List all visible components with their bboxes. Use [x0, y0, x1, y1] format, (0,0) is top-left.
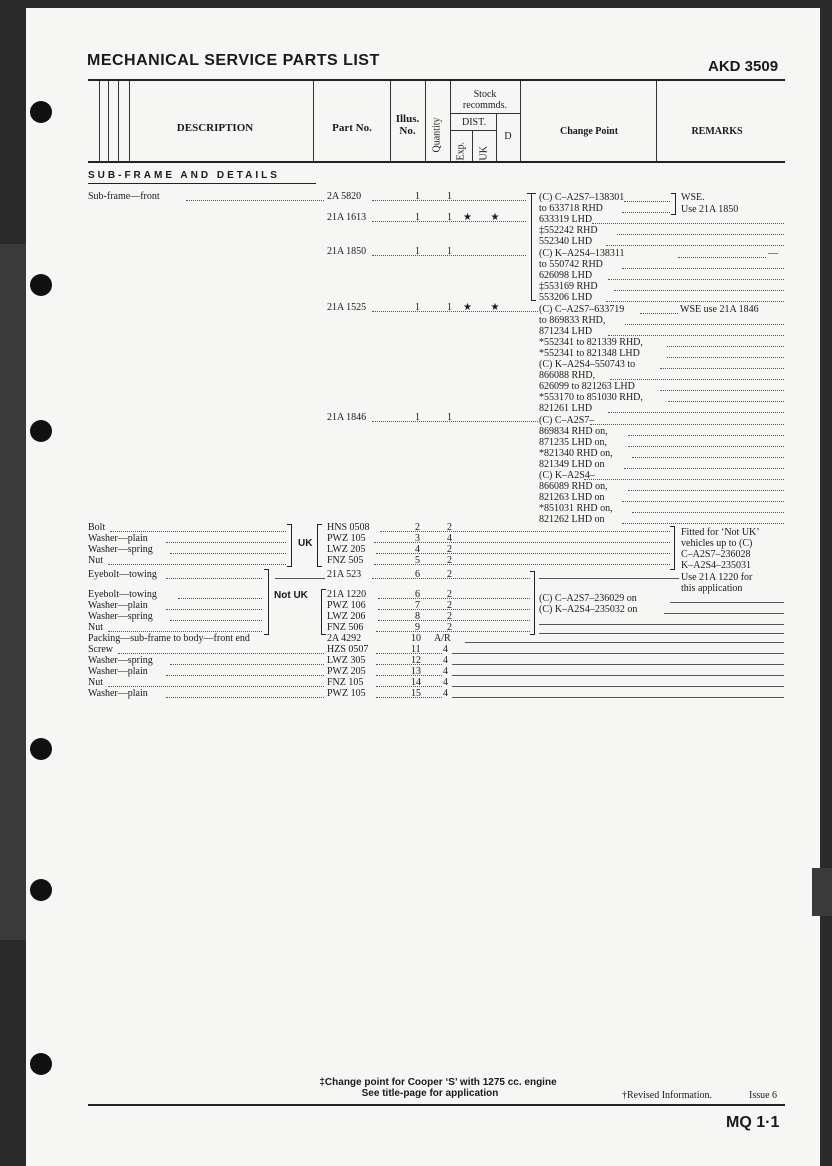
- header-top-rule: [88, 79, 785, 81]
- row-part: 21A 1525: [327, 302, 367, 313]
- bracket: [531, 193, 536, 301]
- change-line: 626099 to 821263 LHD: [539, 381, 635, 392]
- leader: [622, 523, 784, 524]
- leader: [166, 542, 286, 543]
- row-part: FNZ 506: [327, 622, 364, 633]
- row-part: HNS 0508: [327, 522, 370, 533]
- row-qty: A/R: [434, 633, 451, 644]
- row-illus: 2: [415, 522, 420, 533]
- col-recommds: recommds.: [462, 100, 508, 111]
- page-number: MQ 1·1: [726, 1114, 780, 1131]
- change-line: 821262 LHD on: [539, 514, 605, 525]
- row-illus: 9: [415, 622, 420, 633]
- row-desc: Washer—spring: [88, 655, 153, 666]
- row-illus: 1: [415, 246, 420, 257]
- change-line: 866089 RHD on,: [539, 481, 608, 492]
- leader: [622, 268, 784, 269]
- row-desc: Screw: [88, 644, 113, 655]
- leader: [170, 553, 286, 554]
- leader: [590, 424, 784, 425]
- row-illus: 12: [411, 655, 421, 666]
- change-line: 821349 LHD on: [539, 459, 605, 470]
- row-part: PWZ 105: [327, 533, 366, 544]
- row-desc: Washer—plain: [88, 688, 148, 699]
- row-desc: Washer—plain: [88, 533, 148, 544]
- change-line: (C) K–A2S4–138311: [539, 248, 625, 259]
- scan-edge-left: [0, 244, 26, 940]
- leader: [592, 223, 784, 224]
- leader: [372, 311, 538, 312]
- col-dist: DIST.: [462, 117, 486, 128]
- leader: [632, 457, 784, 458]
- header-subrule: [450, 113, 520, 114]
- leader: [118, 653, 324, 654]
- footnote-title-page: See title-page for application: [361, 1088, 499, 1099]
- leader: [628, 446, 784, 447]
- leader: [374, 564, 670, 565]
- row-part: PWZ 205: [327, 666, 366, 677]
- change-line: 866088 RHD,: [539, 370, 596, 381]
- remark-line: Fitted for ‘Not UK’: [681, 527, 760, 538]
- leader: [625, 324, 784, 325]
- col-exp: Exp.: [455, 141, 467, 161]
- header-divider: [425, 81, 426, 161]
- row-illus: 4: [415, 544, 420, 555]
- row-qty: 1: [447, 246, 452, 257]
- change-line: (C) C–A2S7–633719: [539, 304, 625, 315]
- row-part: HZS 0507: [327, 644, 369, 655]
- row-illus: 10: [411, 633, 421, 644]
- header-divider: [118, 81, 119, 161]
- footer-rule: [88, 1104, 785, 1106]
- leader: [606, 245, 784, 246]
- change-line: 821261 LHD: [539, 403, 593, 414]
- row-illus: 6: [415, 589, 420, 600]
- rule-line: [539, 578, 679, 579]
- row-qty: 1: [447, 191, 452, 202]
- row-part: 21A 1613: [327, 212, 367, 223]
- row-desc: Packing—sub-frame to body—front end: [88, 633, 250, 644]
- col-illus: Illus.: [395, 113, 420, 125]
- row-part: 21A 1220: [327, 589, 367, 600]
- leader: [660, 368, 784, 369]
- leader: [628, 490, 784, 491]
- leader: [108, 564, 286, 565]
- row-part: 21A 1850: [327, 246, 367, 257]
- leader: [178, 598, 262, 599]
- row-part: 21A 1846: [327, 412, 367, 423]
- header-divider: [108, 81, 109, 161]
- leader: [628, 435, 784, 436]
- leader: [108, 631, 262, 632]
- row-illus: 1: [415, 212, 420, 223]
- change-line: to 633718 RHD: [539, 203, 603, 214]
- row-desc: Sub-frame—front: [88, 191, 160, 202]
- punch-hole: [30, 879, 52, 901]
- row-qty: 2: [447, 555, 452, 566]
- header-divider: [99, 81, 100, 161]
- row-desc: Bolt: [88, 522, 106, 533]
- row-desc: Washer—plain: [88, 600, 148, 611]
- punch-hole: [30, 420, 52, 442]
- leader: [378, 620, 530, 621]
- row-part: PWZ 106: [327, 600, 366, 611]
- row-qty: 4: [443, 688, 448, 699]
- header-divider: [129, 81, 130, 161]
- bracket: [671, 193, 676, 215]
- change-line: *553170 to 851030 RHD,: [539, 392, 643, 403]
- change-line: ‡553169 RHD: [539, 281, 598, 292]
- col-stock: Stock: [473, 89, 497, 100]
- leader: [610, 379, 784, 380]
- col-quantity: Quantity: [431, 117, 443, 153]
- rule-line: [664, 613, 784, 614]
- uk-label: UK: [298, 538, 313, 549]
- change-line: (C) C–A2S7–: [539, 415, 595, 426]
- change-line: 633319 LHD: [539, 214, 593, 225]
- punch-hole: [30, 1053, 52, 1075]
- rule-line: [452, 686, 784, 687]
- row-illus: 11: [411, 644, 421, 655]
- remark-line: Use 21A 1220 for: [681, 572, 753, 583]
- row-illus: 3: [415, 533, 420, 544]
- star-markers: ★ ★: [463, 212, 508, 223]
- row-illus: 13: [411, 666, 421, 677]
- change-line: 552340 LHD: [539, 236, 593, 247]
- row-desc: Washer—spring: [88, 544, 153, 555]
- col-change-point: Change Point: [559, 126, 619, 137]
- row-part: FNZ 105: [327, 677, 364, 688]
- change-line: (C) K–A2S4–235032 on: [539, 604, 638, 615]
- bracket: [264, 569, 269, 635]
- leader: [374, 542, 670, 543]
- remark-line: C–A2S7–236028: [681, 549, 751, 560]
- leader: [608, 412, 784, 413]
- header-divider: [313, 81, 314, 161]
- remark-line: WSE.: [681, 192, 705, 203]
- document-number: AKD 3509: [708, 58, 779, 75]
- leader: [614, 290, 784, 291]
- leader: [624, 201, 670, 202]
- leader: [632, 512, 784, 513]
- row-illus: 1: [415, 412, 420, 423]
- change-line: *821340 RHD on,: [539, 448, 613, 459]
- leader: [622, 501, 784, 502]
- row-part: LWZ 206: [327, 611, 366, 622]
- row-part: PWZ 105: [327, 688, 366, 699]
- bracket: [530, 571, 535, 635]
- row-qty: 2: [447, 569, 452, 580]
- row-illus: 1: [415, 191, 420, 202]
- row-illus: 1: [415, 302, 420, 313]
- remark-line: WSE use 21A 1846: [680, 304, 759, 315]
- rule-line: [452, 697, 784, 698]
- bracket-tick: [527, 193, 531, 194]
- row-part: FNZ 505: [327, 555, 364, 566]
- col-description: DESCRIPTION: [176, 122, 254, 134]
- leader: [606, 301, 784, 302]
- leader: [622, 212, 670, 213]
- leader: [170, 620, 262, 621]
- change-line: (C) K–A2S4–: [539, 470, 595, 481]
- leader: [378, 609, 530, 610]
- rule-line: [275, 578, 325, 579]
- row-qty: 2: [447, 544, 452, 555]
- rule-line: [539, 624, 784, 625]
- leader: [372, 255, 526, 256]
- leader: [376, 553, 670, 554]
- remark-line: vehicles up to (C): [681, 538, 753, 549]
- revised-info: †Revised Information.: [622, 1090, 712, 1101]
- leader: [166, 697, 324, 698]
- leader: [372, 221, 526, 222]
- leader: [640, 313, 678, 314]
- change-line: *851031 RHD on,: [539, 503, 613, 514]
- footnote-change-point: ‡Change point for Cooper ‘S’ with 1275 cc. engine: [319, 1077, 557, 1088]
- row-illus: 7: [415, 600, 420, 611]
- leader: [608, 279, 784, 280]
- header-divider: [496, 113, 497, 161]
- leader: [186, 200, 324, 201]
- not-uk-label: Not UK: [274, 590, 308, 601]
- rule-line: [452, 653, 784, 654]
- remark-line: Use 21A 1850: [681, 204, 739, 215]
- change-line: 871234 LHD: [539, 326, 593, 337]
- rule-line: [452, 675, 784, 676]
- row-desc: Eyebolt—towing: [88, 569, 157, 580]
- leader: [166, 578, 262, 579]
- row-qty: 4: [447, 533, 452, 544]
- leader: [584, 479, 784, 480]
- change-line: *552341 to 821339 RHD,: [539, 337, 643, 348]
- leader: [376, 675, 442, 676]
- leader: [668, 401, 784, 402]
- leader: [372, 200, 526, 201]
- bracket: [317, 524, 322, 567]
- bracket: [321, 589, 326, 635]
- col-d: D: [504, 131, 512, 142]
- leader: [667, 357, 784, 358]
- col-remarks: REMARKS: [691, 126, 743, 137]
- row-desc: Nut: [88, 555, 103, 566]
- rule-line: [539, 633, 784, 634]
- leader: [608, 335, 784, 336]
- bracket: [287, 524, 292, 567]
- leader: [624, 468, 784, 469]
- leader: [166, 675, 324, 676]
- row-part: 2A 5820: [327, 191, 362, 202]
- page-title: MECHANICAL SERVICE PARTS LIST: [87, 52, 380, 69]
- rule-line: [670, 602, 784, 603]
- leader: [110, 531, 286, 532]
- leader: [166, 609, 262, 610]
- remark-line: this application: [681, 583, 743, 594]
- header-divider: [472, 130, 473, 161]
- change-line: 626098 LHD: [539, 270, 593, 281]
- row-qty: 4: [443, 677, 448, 688]
- punch-hole: [30, 101, 52, 123]
- leader: [376, 664, 442, 665]
- punch-hole: [30, 738, 52, 760]
- row-part: 21A 523: [327, 569, 362, 580]
- row-qty: 1: [447, 412, 452, 423]
- change-line: (C) K–A2S4–550743 to: [539, 359, 636, 370]
- leader: [108, 686, 324, 687]
- bracket: [670, 526, 675, 570]
- issue-number: Issue 6: [749, 1090, 778, 1101]
- row-qty: 1: [447, 302, 452, 313]
- leader: [660, 390, 784, 391]
- row-illus: 6: [415, 569, 420, 580]
- row-desc: Washer—plain: [88, 666, 148, 677]
- change-line: *552341 to 821348 LHD: [539, 348, 640, 359]
- leader: [376, 686, 442, 687]
- rule-line: [465, 642, 784, 643]
- leader: [376, 653, 442, 654]
- change-line: (C) C–A2S7–138301: [539, 192, 625, 203]
- remark-dash: —: [768, 248, 778, 259]
- leader: [380, 531, 670, 532]
- row-illus: 8: [415, 611, 420, 622]
- change-line: to 550742 RHD: [539, 259, 603, 270]
- row-part: LWZ 205: [327, 544, 366, 555]
- row-desc: Nut: [88, 677, 103, 688]
- section-underline: [88, 183, 316, 184]
- change-line: (C) C–A2S7–236029 on: [539, 593, 637, 604]
- row-qty: 2: [447, 589, 452, 600]
- leader: [376, 697, 442, 698]
- scan-edge-right: [812, 868, 832, 916]
- row-qty: 4: [443, 644, 448, 655]
- row-illus: 5: [415, 555, 420, 566]
- row-desc: Nut: [88, 622, 103, 633]
- col-part-no: Part No.: [332, 122, 372, 134]
- header-divider: [656, 81, 657, 161]
- leader: [378, 598, 530, 599]
- row-illus: 14: [411, 677, 421, 688]
- row-part: 2A 4292: [327, 633, 362, 644]
- leader: [372, 421, 538, 422]
- change-line: ‡552242 RHD: [539, 225, 598, 236]
- header-bottom-rule: [88, 161, 785, 163]
- leader: [376, 631, 530, 632]
- change-line: to 869833 RHD,: [539, 315, 606, 326]
- row-qty: 4: [443, 655, 448, 666]
- rule-line: [452, 664, 784, 665]
- change-line: 871235 LHD on,: [539, 437, 608, 448]
- leader: [667, 346, 784, 347]
- row-desc: Eyebolt—towing: [88, 589, 157, 600]
- row-qty: 2: [447, 611, 452, 622]
- row-part: LWZ 305: [327, 655, 366, 666]
- row-qty: 1: [447, 212, 452, 223]
- row-desc: Washer—spring: [88, 611, 153, 622]
- row-qty: 2: [447, 522, 452, 533]
- row-qty: 2: [447, 622, 452, 633]
- leader: [678, 257, 766, 258]
- section-title: SUB-FRAME AND DETAILS: [88, 170, 280, 181]
- col-uk: UK: [478, 146, 490, 161]
- row-illus: 15: [411, 688, 421, 699]
- leader: [617, 234, 784, 235]
- change-line: 553206 LHD: [539, 292, 593, 303]
- leader: [170, 664, 324, 665]
- star-markers: ★ ★: [463, 302, 508, 313]
- row-qty: 4: [443, 666, 448, 677]
- row-qty: 2: [447, 600, 452, 611]
- col-illus-no: No.: [399, 125, 416, 137]
- change-line: 821263 LHD on: [539, 492, 605, 503]
- header-divider: [520, 81, 521, 161]
- leader: [372, 578, 530, 579]
- header-divider: [450, 81, 451, 161]
- remark-line: K–A2S4–235031: [681, 560, 752, 571]
- change-line: 869834 RHD on,: [539, 426, 608, 437]
- punch-hole: [30, 274, 52, 296]
